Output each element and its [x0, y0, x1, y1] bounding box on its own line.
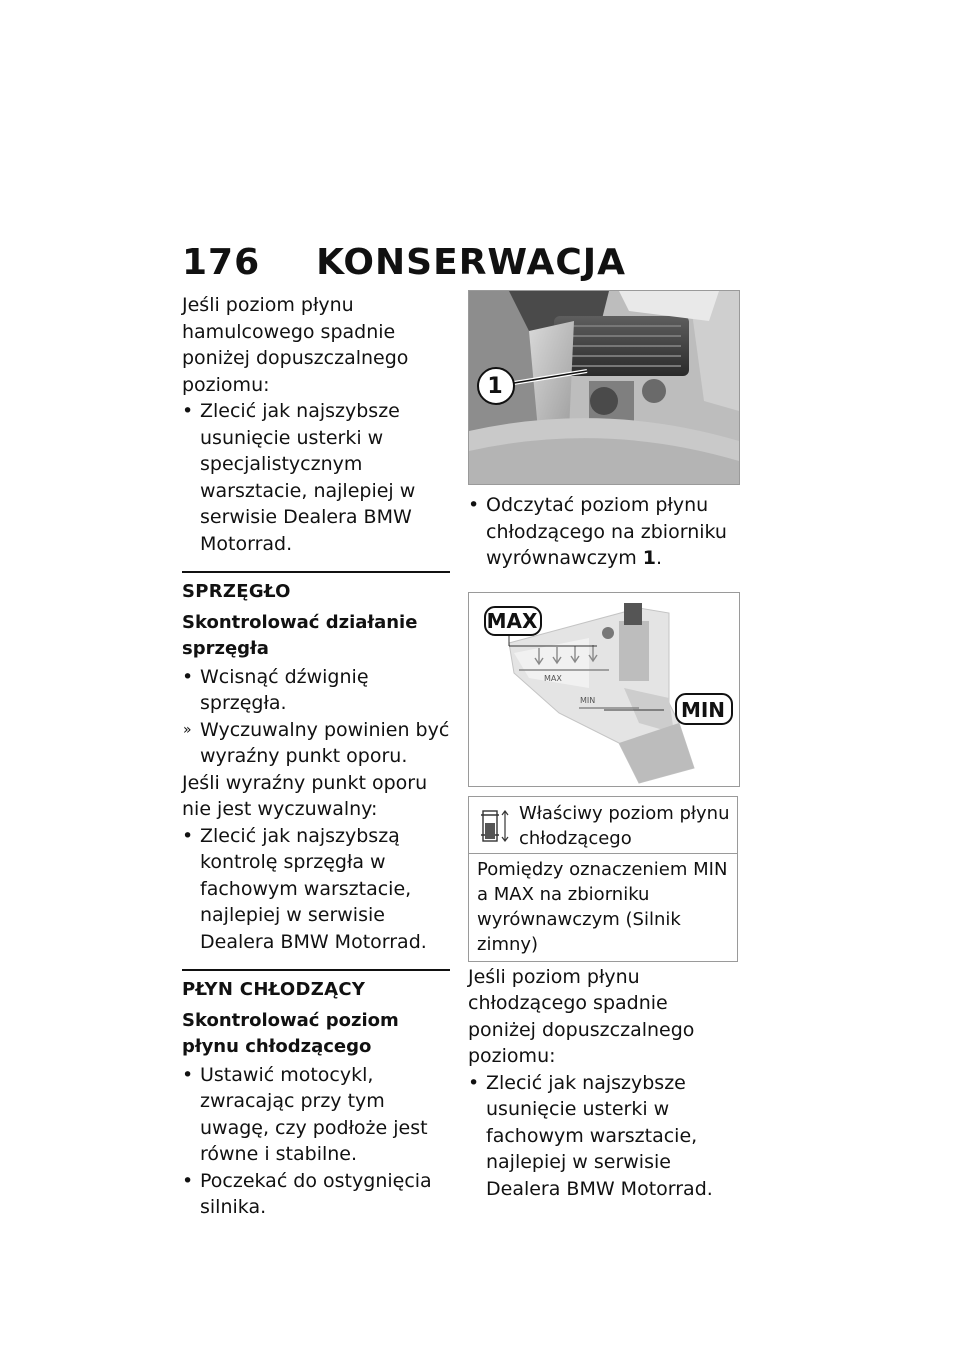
tank-max-mark: MAX — [544, 673, 562, 683]
reference-number: 1 — [642, 547, 657, 569]
coolant-step-2: • Poczekać do ostygnięcia silnika. — [182, 1168, 450, 1221]
read-level-step: • Odczytać poziom płynu chłodzącego na zbiorniku wyrównawczym 1. — [468, 492, 738, 572]
spec-box-title: Właściwy poziom płynu chłodzącego — [519, 802, 730, 849]
right-column — [468, 290, 738, 1202]
section-divider — [182, 571, 450, 573]
coolant-tank-photo — [468, 290, 740, 485]
section-divider — [182, 969, 450, 971]
brake-fluid-action: • Zlecić jak najszybsze usunięcie usterki w specjalistycznym warsztacie, najlepiej w serwisie Dealera BMW Motorrad. — [182, 398, 450, 557]
clutch-condition: Jeśli wyraźny punkt oporu nie jest wyczuwalny: — [182, 771, 428, 820]
brake-fluid-condition: Jeśli poziom płynu hamulcowego spadnie poniżej dopuszczalnego poziomu: — [182, 294, 409, 396]
max-label: MAX — [486, 608, 538, 633]
spec-box-value: Pomiędzy oznaczeniem MIN a MAX na zbiorniku wyrównawczym (Silnik zimny) — [477, 858, 728, 955]
spec-box-header — [469, 797, 737, 854]
clutch-subtitle: Skontrolować działanie sprzęgła — [182, 611, 418, 659]
coolant-step-1: • Ustawić motocykl, zwracając przy tym uwagę, czy podłoże jest równe i stabilne. — [182, 1062, 450, 1168]
min-label: MIN — [680, 697, 726, 722]
page-header — [182, 242, 626, 283]
clutch-step: • Wcisnąć dźwignię sprzęgła. — [182, 664, 450, 717]
chapter-title: KONSERWACJA — [316, 242, 627, 283]
coolant-tank-illustration — [469, 291, 739, 484]
clutch-action: • Zlecić jak najszybszą kontrolę sprzęgła w fachowym warsztacie, najlepiej w serwisie Dealera BMW Motorrad. — [182, 823, 450, 956]
page-number: 176 — [182, 242, 261, 283]
callout-1: 1 — [487, 374, 503, 399]
coolant-subtitle: Skontrolować poziom płynu chłodzącego — [182, 1009, 399, 1057]
coolant-condition: Jeśli poziom płynu chłodzącego spadnie poniżej dopuszczalnego poziomu: — [468, 965, 695, 1067]
left-column — [182, 292, 450, 1221]
spec-box — [468, 796, 738, 962]
coolant-section-title: PŁYN CHŁODZĄCY — [182, 979, 366, 1000]
clutch-section-title: SPRZĘGŁO — [182, 581, 291, 602]
coolant-action: • Zlecić jak najszybsze usunięcie usterki w fachowym warsztacie, najlepiej w serwisie Dealera BMW Motorrad. — [468, 1070, 738, 1203]
tank-min-mark: MIN — [580, 695, 596, 705]
coolant-level-icon — [475, 805, 515, 849]
clutch-result: » Wyczuwalny powinien być wyraźny punkt oporu. — [182, 717, 450, 770]
